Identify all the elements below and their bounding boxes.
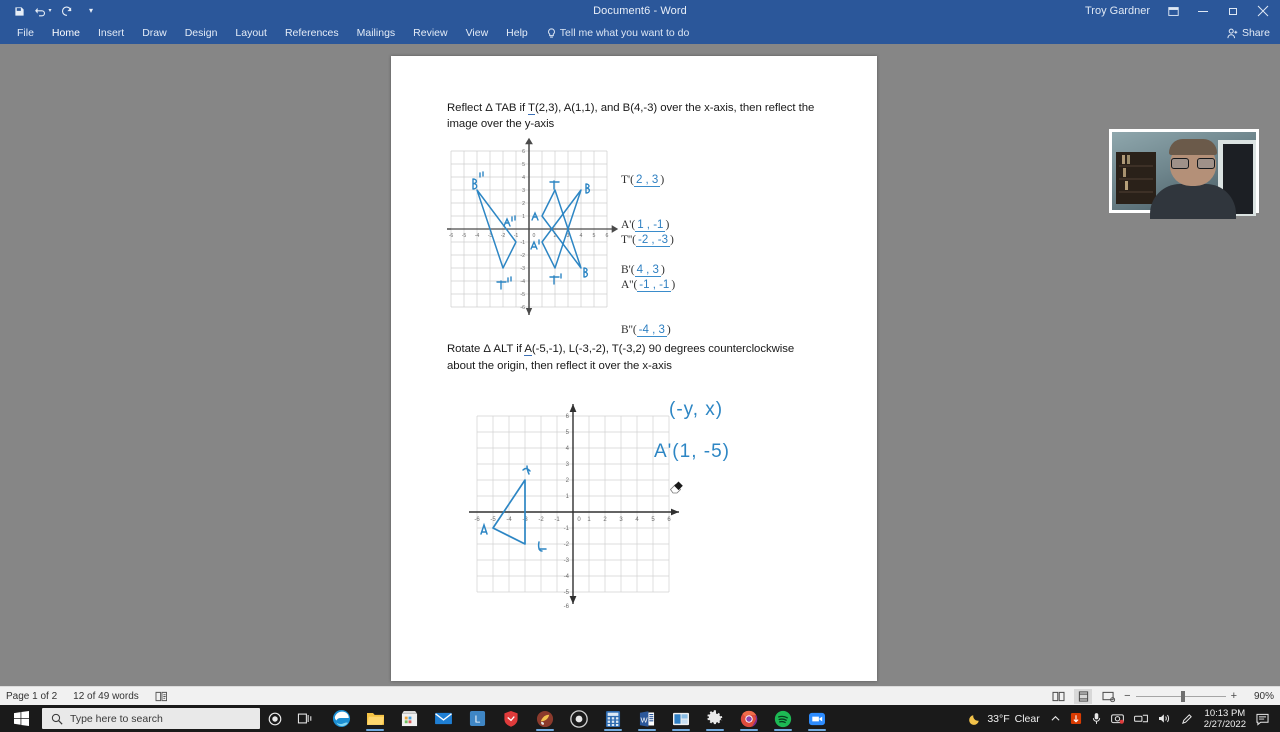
taskbar-app-calculator[interactable] (596, 705, 630, 732)
quick-access-toolbar (0, 2, 102, 20)
answer-row (621, 173, 669, 188)
svg-text:-2: -2 (520, 253, 525, 260)
svg-text:-4: -4 (506, 516, 512, 523)
view-read-mode[interactable] (1049, 689, 1067, 704)
svg-text:-5: -5 (490, 516, 496, 523)
close-button[interactable] (1248, 0, 1278, 22)
svg-text:4: 4 (579, 233, 583, 240)
svg-text:-6: -6 (448, 233, 454, 240)
svg-text:-3: -3 (522, 516, 528, 523)
answer-label: T'( (621, 174, 634, 187)
page-indicator[interactable]: Page 1 of 2 (6, 690, 58, 702)
svg-text:4: 4 (565, 445, 569, 452)
answer-close: ) (670, 234, 674, 247)
weather-description: Clear (1014, 712, 1040, 725)
taskbar-app-spotify[interactable] (766, 705, 800, 732)
problem-2-underlined: A (524, 343, 532, 356)
redo-icon[interactable] (56, 2, 78, 20)
taskbar-app-microsoft-word[interactable] (630, 705, 664, 732)
svg-text:-1: -1 (563, 525, 569, 532)
svg-text:5: 5 (651, 516, 655, 523)
undo-icon[interactable]: ▾ (32, 2, 54, 20)
start-button[interactable] (0, 705, 42, 732)
svg-text:2: 2 (565, 477, 569, 484)
zoom-handle[interactable] (1181, 691, 1185, 702)
problem-2-prefix: Rotate Δ ALT if (447, 343, 525, 356)
webcam-person-body (1150, 184, 1236, 219)
lightbulb-icon (547, 28, 556, 39)
weather-widget[interactable] (963, 712, 1045, 725)
zoom-slider[interactable] (1124, 690, 1237, 702)
answer-value: -4 , 3 (638, 324, 665, 337)
rotation-rule-note: (-y, x) (669, 398, 724, 420)
taskbar-app-list (324, 705, 834, 732)
svg-text:-5: -5 (563, 589, 569, 596)
tab-insert[interactable]: Insert (97, 27, 125, 39)
answer-row (621, 278, 675, 293)
minimize-button[interactable] (1188, 0, 1218, 22)
svg-text:-2: -2 (500, 233, 506, 240)
share-label: Share (1241, 27, 1270, 39)
rotated-point-note: A'(1, -5) (654, 440, 730, 462)
svg-text:0: 0 (532, 233, 536, 240)
svg-text:-2: -2 (538, 516, 544, 523)
answer-value: -2 , -3 (638, 234, 669, 247)
webcam-video-overlay[interactable] (1109, 129, 1259, 213)
answer-label: B''( (621, 324, 637, 337)
clock-time: 10:13 PM (1204, 707, 1246, 719)
tab-design[interactable]: Design (184, 27, 218, 39)
svg-text:2: 2 (603, 516, 607, 523)
taskbar-app-malwarebytes[interactable] (494, 705, 528, 732)
svg-text:-4: -4 (563, 573, 569, 580)
svg-text:1: 1 (565, 493, 569, 500)
answer-label: B'( (621, 264, 635, 277)
answer-label: T''( (621, 234, 636, 247)
svg-text:5: 5 (592, 233, 596, 240)
taskbar-app-snipping-tool[interactable] (664, 705, 698, 732)
title-bar (0, 0, 1280, 22)
coordinate-plane-2-svg (465, 396, 690, 608)
svg-text:6: 6 (667, 516, 671, 523)
taskbar-app-microsoft-edge[interactable] (324, 705, 358, 732)
task-view-icon[interactable] (290, 705, 320, 732)
svg-text:-6: -6 (520, 305, 525, 312)
svg-text:-4: -4 (474, 233, 480, 240)
coordinate-plane-1-svg (447, 137, 617, 319)
weather-temperature: 33°F (987, 712, 1010, 725)
taskbar-app-screen-recorder[interactable] (562, 705, 596, 732)
answer-close: ) (660, 174, 665, 187)
svg-text:3: 3 (565, 461, 569, 468)
status-bar (0, 686, 1280, 705)
view-web-layout[interactable] (1099, 689, 1117, 704)
webcam-bookshelf (1116, 152, 1156, 204)
problem-1-suffix: (2,3), A(1,1), and B(4,-3) over the x-axis, then reflect the image over the y-axis (447, 102, 815, 131)
tab-mailings[interactable]: Mailings (356, 27, 396, 39)
svg-text:W: W (640, 714, 648, 724)
zoom-out-button[interactable]: − (1124, 690, 1131, 702)
zoom-track[interactable] (1136, 696, 1226, 697)
taskbar-app-file-explorer[interactable] (358, 705, 392, 732)
svg-text:-4: -4 (520, 279, 525, 286)
answer-row (621, 323, 675, 338)
answer-close: ) (671, 279, 676, 292)
ribbon-display-options-icon[interactable] (1158, 0, 1188, 22)
answer-close: ) (666, 324, 671, 337)
svg-text:-1: -1 (554, 516, 560, 523)
svg-text:-2: -2 (563, 541, 569, 548)
svg-text:6: 6 (522, 149, 525, 156)
svg-text:-1: -1 (520, 240, 525, 247)
action-center-icon[interactable] (1252, 713, 1276, 725)
word-count[interactable]: 12 of 49 words (73, 690, 139, 702)
camera-icon[interactable] (1106, 705, 1129, 732)
answer-label: A''( (621, 279, 638, 292)
svg-text:1: 1 (522, 214, 525, 221)
tab-references[interactable]: References (284, 27, 339, 39)
svg-text:6: 6 (565, 413, 569, 420)
moon-icon (969, 712, 982, 725)
tab-home[interactable]: Home (51, 27, 80, 39)
volume-icon[interactable] (1153, 705, 1176, 732)
account-name[interactable]: Troy Gardner (1084, 5, 1150, 17)
taskbar-app-settings[interactable] (698, 705, 732, 732)
svg-text:2: 2 (553, 233, 557, 240)
microphone-icon[interactable] (1087, 705, 1106, 732)
svg-text:-6: -6 (563, 603, 569, 610)
tab-layout[interactable]: Layout (235, 27, 267, 39)
proofing-errors-icon[interactable] (155, 691, 168, 702)
svg-text:4: 4 (635, 516, 639, 523)
tab-file[interactable]: File (17, 27, 34, 39)
answer-close: ) (665, 219, 670, 232)
save-icon[interactable] (8, 2, 30, 20)
svg-text:-3: -3 (563, 557, 569, 564)
system-tray (963, 705, 1280, 732)
svg-text:3: 3 (522, 188, 525, 195)
show-hidden-icons-button[interactable] (1046, 705, 1065, 732)
problem-2-work-area (447, 396, 821, 608)
answer-value: 2 , 3 (635, 174, 659, 187)
tab-draw[interactable]: Draw (142, 27, 167, 39)
tab-review[interactable]: Review (413, 27, 448, 39)
share-person-icon (1227, 28, 1238, 39)
svg-text:-5: -5 (520, 292, 525, 299)
restore-button[interactable] (1218, 0, 1248, 22)
onedrive-icon[interactable] (1065, 705, 1087, 732)
problem-1-underlined: T (528, 102, 535, 114)
problem-1-text (447, 100, 821, 132)
zoom-level[interactable]: 90% (1253, 690, 1274, 702)
eraser-cursor-icon (669, 480, 685, 494)
svg-text:-1: -1 (513, 233, 519, 240)
svg-text:3: 3 (566, 233, 570, 240)
coordinate-plane-2[interactable] (465, 396, 690, 608)
tell-me-search[interactable] (547, 27, 690, 39)
webcam-person-hair (1169, 139, 1217, 155)
svg-text:-6: -6 (474, 516, 480, 523)
svg-text:6: 6 (605, 233, 609, 240)
document-title: Document6 - Word (593, 5, 687, 17)
taskbar-app-microsoft-store[interactable] (392, 705, 426, 732)
problem-2-suffix: (-5,-1), L(-3,-2), T(-3,2) 90 degrees counterclockwise about the origin, then reflect it over the x-axis (447, 343, 795, 372)
view-print-layout[interactable] (1074, 689, 1092, 704)
webcam-person-glasses (1171, 158, 1215, 169)
windows-taskbar (0, 705, 1280, 732)
answers-double-primes (621, 203, 675, 368)
answer-label: A'( (621, 219, 636, 232)
answer-row (621, 233, 675, 248)
taskbar-app-mail[interactable] (426, 705, 460, 732)
tab-help[interactable]: Help (506, 27, 528, 39)
svg-text:L: L (474, 714, 480, 726)
svg-text:3: 3 (619, 516, 623, 523)
taskbar-app-lastpass[interactable] (460, 705, 494, 732)
svg-text:4: 4 (522, 175, 525, 182)
svg-text:-3: -3 (520, 266, 525, 273)
search-placeholder: Type here to search (70, 712, 163, 725)
document-workspace[interactable] (0, 44, 1280, 686)
clock-date: 2/27/2022 (1203, 718, 1246, 730)
taskbar-app-paint-3d[interactable] (528, 705, 562, 732)
answer-value: 1 , -1 (637, 219, 664, 232)
taskbar-app-zoom[interactable] (800, 705, 834, 732)
tell-me-label: Tell me what you want to do (559, 27, 690, 39)
network-icon[interactable] (1129, 705, 1153, 732)
svg-text:5: 5 (565, 429, 569, 436)
tab-view[interactable]: View (465, 27, 489, 39)
answer-value: 4 , 3 (636, 264, 659, 277)
svg-text:-3: -3 (487, 233, 493, 240)
svg-text:5: 5 (522, 162, 525, 169)
document-page[interactable] (391, 56, 877, 681)
search-icon (51, 713, 63, 725)
svg-text:-5: -5 (461, 233, 467, 240)
taskbar-search-box[interactable] (42, 708, 260, 729)
coordinate-plane-1[interactable] (447, 137, 617, 319)
svg-text:1: 1 (587, 516, 591, 523)
svg-text:2: 2 (522, 201, 525, 208)
answer-value: -1 , -1 (639, 279, 670, 292)
svg-text:0: 0 (577, 516, 581, 523)
problem-1-work-area (447, 137, 821, 337)
answer-close: ) (660, 264, 665, 277)
zoom-in-button[interactable]: + (1230, 690, 1237, 702)
customize-quick-access-icon[interactable]: ▾ (88, 6, 93, 15)
share-button[interactable] (1227, 27, 1280, 39)
taskbar-clock[interactable] (1198, 708, 1252, 730)
ribbon-tab-bar (0, 22, 1280, 44)
cortana-icon[interactable] (260, 705, 290, 732)
problem-1-prefix: Reflect Δ TAB if (447, 102, 529, 114)
pen-icon[interactable] (1176, 705, 1198, 732)
taskbar-app-google-chrome[interactable] (732, 705, 766, 732)
